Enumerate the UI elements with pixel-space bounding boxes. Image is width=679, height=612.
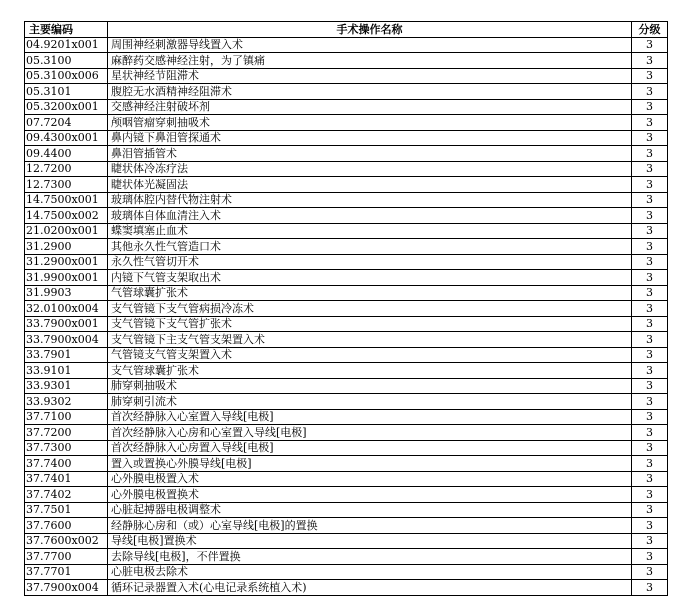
- cell-name: 其他永久性气管造口术: [108, 239, 632, 255]
- cell-grade: 3: [632, 301, 668, 317]
- cell-code: 37.7200: [25, 425, 108, 441]
- cell-code: 33.7900x004: [25, 332, 108, 348]
- cell-code: 31.9903: [25, 285, 108, 301]
- cell-name: 首次经静脉入心房置入导线[电极]: [108, 440, 632, 456]
- cell-grade: 3: [632, 502, 668, 518]
- cell-code: 09.4300x001: [25, 130, 108, 146]
- cell-grade: 3: [632, 487, 668, 503]
- table-row: [25, 37, 668, 53]
- header-code: 主要编码: [25, 22, 108, 38]
- cell-name: 肺穿刺抽吸术: [108, 378, 632, 394]
- cell-code: 05.3200x001: [25, 99, 108, 115]
- table-row: [25, 177, 668, 193]
- cell-name: 心脏电极去除术: [108, 564, 632, 580]
- cell-code: 05.3100x006: [25, 68, 108, 84]
- cell-code: 09.4400: [25, 146, 108, 162]
- table-row: [25, 146, 668, 162]
- cell-code: 37.7400: [25, 456, 108, 472]
- table-row: [25, 549, 668, 565]
- cell-name: 循环记录器置入术(心电记录系统植入术): [108, 580, 632, 596]
- cell-grade: 3: [632, 84, 668, 100]
- cell-grade: 3: [632, 177, 668, 193]
- cell-name: 周围神经刺激器导线置入术: [108, 37, 632, 53]
- header-name: 手术操作名称: [108, 22, 632, 38]
- cell-code: 14.7500x001: [25, 192, 108, 208]
- header-row: [25, 22, 668, 38]
- cell-code: 33.9302: [25, 394, 108, 410]
- cell-grade: 3: [632, 254, 668, 270]
- cell-grade: 3: [632, 363, 668, 379]
- table-row: [25, 440, 668, 456]
- cell-code: 05.3100: [25, 53, 108, 69]
- cell-code: 32.0100x004: [25, 301, 108, 317]
- cell-code: 33.9301: [25, 378, 108, 394]
- cell-grade: 3: [632, 161, 668, 177]
- cell-code: 37.7700: [25, 549, 108, 565]
- table-row: [25, 161, 668, 177]
- cell-name: 永久性气管切开术: [108, 254, 632, 270]
- table-row: [25, 409, 668, 425]
- cell-grade: 3: [632, 533, 668, 549]
- cell-code: 37.7100: [25, 409, 108, 425]
- table-row: [25, 53, 668, 69]
- cell-name: 去除导线[电极]，不伴置换: [108, 549, 632, 565]
- table-row: [25, 332, 668, 348]
- cell-grade: 3: [632, 223, 668, 239]
- cell-code: 14.7500x002: [25, 208, 108, 224]
- cell-name: 置入或置换心外膜导线[电极]: [108, 456, 632, 472]
- cell-name: 蝶窦填塞止血术: [108, 223, 632, 239]
- cell-name: 玻璃体自体血清注入术: [108, 208, 632, 224]
- cell-grade: 3: [632, 518, 668, 534]
- cell-grade: 3: [632, 409, 668, 425]
- cell-grade: 3: [632, 53, 668, 69]
- cell-code: 07.7204: [25, 115, 108, 131]
- table-row: [25, 471, 668, 487]
- cell-name: 心外膜电极置换术: [108, 487, 632, 503]
- cell-grade: 3: [632, 440, 668, 456]
- table-row: [25, 316, 668, 332]
- table-row: [25, 487, 668, 503]
- cell-name: 支气管球囊扩张术: [108, 363, 632, 379]
- cell-grade: 3: [632, 208, 668, 224]
- cell-name: 首次经静脉入心房和心室置入导线[电极]: [108, 425, 632, 441]
- cell-code: 37.7600: [25, 518, 108, 534]
- cell-name: 气管球囊扩张术: [108, 285, 632, 301]
- cell-name: 鼻内镜下鼻泪管探通术: [108, 130, 632, 146]
- table-row: [25, 239, 668, 255]
- table-row: [25, 347, 668, 363]
- cell-code: 33.7901: [25, 347, 108, 363]
- table-row: [25, 270, 668, 286]
- table-row: [25, 301, 668, 317]
- cell-name: 交感神经注射破坏剂: [108, 99, 632, 115]
- table-row: [25, 208, 668, 224]
- table-row: [25, 502, 668, 518]
- cell-name: 肺穿刺引流术: [108, 394, 632, 410]
- cell-grade: 3: [632, 130, 668, 146]
- table-row: [25, 285, 668, 301]
- table-row: [25, 394, 668, 410]
- cell-code: 04.9201x001: [25, 37, 108, 53]
- header-grade: 分级: [632, 22, 668, 38]
- cell-grade: 3: [632, 146, 668, 162]
- cell-grade: 3: [632, 37, 668, 53]
- cell-code: 37.7600x002: [25, 533, 108, 549]
- cell-code: 12.7200: [25, 161, 108, 177]
- cell-code: 31.2900x001: [25, 254, 108, 270]
- cell-grade: 3: [632, 580, 668, 596]
- cell-code: 37.7401: [25, 471, 108, 487]
- table-row: [25, 130, 668, 146]
- cell-grade: 3: [632, 394, 668, 410]
- cell-code: 33.9101: [25, 363, 108, 379]
- cell-grade: 3: [632, 316, 668, 332]
- table-row: [25, 580, 668, 596]
- cell-grade: 3: [632, 68, 668, 84]
- cell-name: 支气管镜下支气管扩张术: [108, 316, 632, 332]
- cell-grade: 3: [632, 192, 668, 208]
- cell-name: 颅咽管瘤穿刺抽吸术: [108, 115, 632, 131]
- cell-grade: 3: [632, 239, 668, 255]
- cell-name: 首次经静脉入心室置入导线[电极]: [108, 409, 632, 425]
- table-row: [25, 99, 668, 115]
- cell-grade: 3: [632, 99, 668, 115]
- cell-grade: 3: [632, 425, 668, 441]
- table-row: [25, 192, 668, 208]
- cell-code: 37.7300: [25, 440, 108, 456]
- cell-code: 21.0200x001: [25, 223, 108, 239]
- cell-name: 睫状体冷冻疗法: [108, 161, 632, 177]
- cell-grade: 3: [632, 564, 668, 580]
- cell-name: 睫状体光凝固法: [108, 177, 632, 193]
- cell-grade: 3: [632, 471, 668, 487]
- cell-code: 37.7501: [25, 502, 108, 518]
- cell-name: 星状神经节阻滞术: [108, 68, 632, 84]
- cell-grade: 3: [632, 347, 668, 363]
- cell-name: 内镜下气管支架取出术: [108, 270, 632, 286]
- cell-code: 12.7300: [25, 177, 108, 193]
- table-row: [25, 68, 668, 84]
- cell-name: 气管镜支气管支架置入术: [108, 347, 632, 363]
- cell-name: 导线[电极]置换术: [108, 533, 632, 549]
- cell-code: 05.3101: [25, 84, 108, 100]
- cell-grade: 3: [632, 549, 668, 565]
- table-row: [25, 378, 668, 394]
- table-row: [25, 456, 668, 472]
- cell-code: 37.7402: [25, 487, 108, 503]
- cell-code: 31.9900x001: [25, 270, 108, 286]
- cell-grade: 3: [632, 332, 668, 348]
- table-row: [25, 533, 668, 549]
- cell-code: 31.2900: [25, 239, 108, 255]
- table-row: [25, 518, 668, 534]
- cell-name: 玻璃体腔内替代物注射术: [108, 192, 632, 208]
- table-row: [25, 425, 668, 441]
- cell-name: 心外膜电极置入术: [108, 471, 632, 487]
- table-row: [25, 254, 668, 270]
- cell-grade: 3: [632, 285, 668, 301]
- cell-grade: 3: [632, 456, 668, 472]
- cell-name: 经静脉心房和（或）心室导线[电极]的置换: [108, 518, 632, 534]
- cell-code: 37.7701: [25, 564, 108, 580]
- table-row: [25, 223, 668, 239]
- cell-name: 腹腔无水酒精神经阻滞术: [108, 84, 632, 100]
- table-row: [25, 564, 668, 580]
- cell-name: 鼻泪管插管术: [108, 146, 632, 162]
- cell-name: 麻醉药交感神经注射，为了镇痛: [108, 53, 632, 69]
- cell-name: 支气管镜下主支气管支架置入术: [108, 332, 632, 348]
- cell-grade: 3: [632, 115, 668, 131]
- table-row: [25, 363, 668, 379]
- cell-name: 心脏起搏器电极调整术: [108, 502, 632, 518]
- table-body: [25, 37, 668, 595]
- cell-name: 支气管镜下支气管病损冷冻术: [108, 301, 632, 317]
- table-row: [25, 84, 668, 100]
- cell-code: 37.7900x004: [25, 580, 108, 596]
- procedure-table: [24, 21, 668, 596]
- cell-grade: 3: [632, 378, 668, 394]
- cell-grade: 3: [632, 270, 668, 286]
- cell-code: 33.7900x001: [25, 316, 108, 332]
- table-row: [25, 115, 668, 131]
